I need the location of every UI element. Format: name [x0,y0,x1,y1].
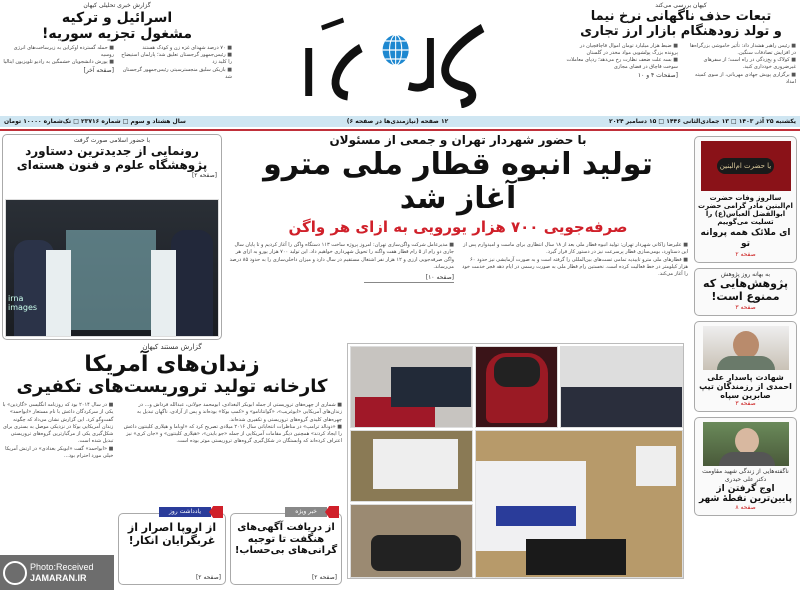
bullet: ■ کولاک و یخ‌زدگی در راه است؛ از سفرهای غیرضروری خودداری کنید. [684,57,796,72]
report-headline: زندان‌های آمریکا [84,352,260,378]
photo-story[interactable] [2,134,222,340]
main-headline: آغاز شد [399,181,517,217]
dateline-issue: سال هشتاد و سوم □ شماره ۲۳۷۱۶ □ تک‌شماره ۱۰۰۰۰ تومان [4,118,186,125]
subhead: صرفه‌جویی ۷۰۰ هزار یورویی به ازای هر واگن [288,217,628,236]
paragraph: ■ علیرضا زاکانی شهردار تهران: تولید انبوه قطار ملی بعد از ۱۸ سال انتظاری برای ماست و امیدوارم پس از این دستاورد، بومی‌سازی قطار پرسرعت نیز در دستور کار قرار گیرد. [462,242,688,257]
kicker: با حضور شهردار تهران و جمعی از مسئولان [329,133,587,147]
watermark-line1: Photo:Received [30,561,94,572]
factory-photo [475,430,683,578]
headline: مشغول تجزیه سوریه! [41,25,193,42]
kicker: به بهانه روز پژوهش [720,270,771,278]
kicker: کیهان بررسی می‌کند [655,2,707,9]
paragraph: ■ قطارهای ملی مترو تاییدیه تمامی تست‌های بین‌المللی را گرفته است و به صورت آزمایشی نیز حدود ۶۰ هزار کیلومتر در خط فعالیت کرده است. نخستین رام قطار ملی به صورت رسمی در ایام دهه فجر خدمت خود را آغاز می‌کند. [462,257,688,279]
sidebar-item-research[interactable] [694,268,797,316]
sidebar-subline: ای ملائک همه پروانه تو [700,228,791,249]
bullet: ■ رئیس راهبر هشدار داد: تأثیر خاموشی بزرگراه‌ها در افزایش تصادفات سنگین. [684,43,796,58]
bullet: ■ برگزاری پویش جهادی مهربانی، از سوی کمیته امداد [684,72,796,87]
bullet: ■ ضبط هزار میلیارد تومان اموال قاچاقچیان در پرونده بزرگ پولشویی مواد مخدر در گلستان [566,43,678,58]
red-tab-icon [209,506,223,518]
sidebar-item-martyr[interactable] [694,321,797,412]
paragraph: ■ مدیرعامل شرکت واگن‌سازی تهران: امروز پروژه ساخت ۱۱۳ دستگاه واگن را آغاز کردیم و تا پایان سال جاری دو رام از ۵ رام قطار هفت واگنه را تحویل شهرداری خواهیم داد. این تولید ۷۰۰ هزار یورو به ازای هر واگن صرفه‌جویی ارزی و ۱۲ هزار نفر اشتغال مستقیم در سال دارد و میزان داخلی‌سازی را به حدود ۸۵ درصد می‌رساند. [228,242,454,271]
paragraph: ■ در سال ۲۰۱۴ بود که روزنامه انگلیسی «گاردین» با یکی از سرکردگان داعش با نام مستعار «ابواحمد» گفت‌وگو کرد. این گزارش نشان می‌داد که چگونه زندان آمریکایی بوکا در نزدیکی موصل به بستری برای شکل‌گیری یکی از مرگبارترین گروه‌های تروریستی تبدیل شده است. [2,402,113,446]
metro-photo-grid [347,343,684,579]
kicker: گزارش خبری تحلیلی کیهان [83,2,151,9]
bullet: ■ بسه علت ضعف نظارت رخ می‌دهد؛ ردپای معاملات سوخت قاچاق در فضای مجازی [566,57,678,72]
bullet: ■ یورش دانشجویان خشمگین به رادیو تلویزیون ایتالیا [2,59,114,66]
headline: تبعات حذف ناگهانی نرخ نیما [590,8,772,24]
banner-calligraphy: یا حضرت ام‌البنین [717,158,774,174]
report-body [2,402,342,460]
jamaran-watermark [0,555,114,590]
page-ref: [صفحه آخر] [83,66,114,74]
dateline-date: یکشنبه ۲۵ آذر ۱۴۰۳ □ ۱۳ جمادی‌الثانی ۱۴۴۶ □ ۱۵ دسامبر ۲۰۲۴ [609,118,796,125]
jamaran-logo-icon [3,561,27,585]
sidebar-headline: اوج گرفتن از پایین‌ترین نقطهٔ شهر [698,483,793,504]
kicker: با حضور اسلامی صورت گرفت [73,137,151,144]
main-headline: تولید انبوه قطار ملی مترو [263,146,653,182]
portrait-photo [703,326,789,370]
paragraph: ■ «دونالد ترامپ» در مناظرات انتخاباتی سال ۲۰۱۶ میلادی تصریح کرد که «اوباما و هیلاری کلینتون داعش را ایجاد کردند» همچنین دیگر مقامات آمریکایی از جمله «جو بایدن»، «هیلاری کلینتون» و «جان کری» نیز اعتراف کرده‌اند که وابستگان در شکل‌گیری گروه‌های تروریستی موثر بوده است. [119,424,342,446]
sidebar-headline: سالروز وفات حضرت ام‌البنین مادر گرامی حضرت ابوالفضل العباس(ع) را تسلیت می‌گوییم [698,194,793,227]
page-ref: [صفحه ۲] [195,574,221,582]
report-story[interactable] [2,343,342,460]
top-left-story[interactable] [2,2,232,81]
bogie-photo [350,504,473,578]
kicker: گزارش مستند کیهان [142,343,202,351]
main-body [228,242,688,283]
sidebar-item-heydari[interactable] [694,417,797,516]
headline: اسرائیل و ترکیه [61,9,173,26]
special-news-box[interactable] [230,508,342,585]
officials-photo [560,346,683,428]
main-story[interactable] [228,134,688,283]
portrait-photo [703,422,789,466]
bullet: ■ بازیکن سلیق منجسترسیتی رئیس‌جمهور گرجستان شد [120,67,232,82]
daily-note-box[interactable] [118,508,226,585]
page-ref: [صفحه ۱۰] [364,274,454,283]
condolence-banner [701,141,791,191]
special-news-headline: از دریافت آگهی‌های هنگفت تا توجیه گرانی‌های بی‌حساب! [234,522,338,556]
unveiling-photo [5,199,219,337]
paragraph: ■ شماری از چهره‌های تروریستی از جمله ابوبکر البغدادی، ابومحمد جولانی، عبدالله فرداش و... در زندان‌های آمریکایی «ابوغریب»، «گوانتانامو» و «کمپ بوکا» بوده‌اند و پس از آزادی، ناگهان تبدیل به چهره‌های کلیدی گروه‌های تروریستی و تکفیری شده‌اند. [119,402,342,424]
daily-note-label: یادداشت روز [159,507,211,517]
masthead-logo [300,8,500,108]
headline: و تولد زودهنگام بازار ارز تجاری [580,23,782,39]
top-right-bullets [566,43,796,87]
headline: پژوهشگاه علوم و فنون هسته‌ای [16,157,208,172]
page-ref: [صفحات ۴ و ۱۰ [637,71,678,79]
sidebar-headline: شهادت پاسدار علی احمدی از رزمندگان تیپ صابرین سپاه [699,372,792,400]
dateline-bar [0,116,800,127]
page-ref: صفحه ۳ [735,400,756,408]
page-ref: [صفحه ۲] [311,574,337,582]
kayhan-logo [300,8,500,108]
headline: رونمایی از جدیدترین دستاورد [25,143,199,158]
paragraph: ■ «ابواحمد» گفت «ابوبکر بغدادی» در ارتش آمریکا خیلی مورد احترام بود... [2,446,113,461]
wagon-body-photo [350,430,473,502]
page-ref: صفحه ۲ [735,250,756,258]
bullet: ■ ۷۰ درصد شهدای غزه زن و کودک هستند [120,45,232,52]
page-ref: صفحه ۳ [735,303,756,311]
report-headline: کارخانه تولید تروریست‌های تکفیری [16,376,328,398]
dateline-pages: ۱۲ صفحه (نیازمندی‌ها در صفحه ۶) [346,118,449,125]
photo-credit: irna images [8,294,38,312]
page-ref: صفحه ۸ [735,504,756,512]
sidebar-headline: پژوهش‌هایی که ممنوع است! [703,277,788,304]
divider [0,129,800,131]
sidebar [694,136,797,516]
ceremony-photo [350,346,473,428]
top-left-bullets [2,45,232,81]
watermark-line2: JAMARAN.IR [30,572,87,583]
bullet: ■ رئیس‌جمهور گرجستان تعلیق شد؛ پارلمان استیضاح را کلید زد [120,52,232,67]
sidebar-item-ommolbanin[interactable] [694,136,797,263]
daily-note-headline: از اروپا اصرار از غربگرایان انکار! [127,521,217,547]
bullet: ■ حمله گسترده اوکراین به زیرساخت‌های انرژی روسیه [2,45,114,60]
top-right-story[interactable] [566,2,796,86]
special-news-label: خبر ویژه [285,507,327,517]
page-ref: [صفحه ۲] [191,172,217,180]
red-tab-icon [325,506,339,518]
red-train-photo [475,346,558,428]
kicker: ناگفته‌هایی از زندگی شهید مقاومت دکتر علی حیدری [702,467,789,483]
